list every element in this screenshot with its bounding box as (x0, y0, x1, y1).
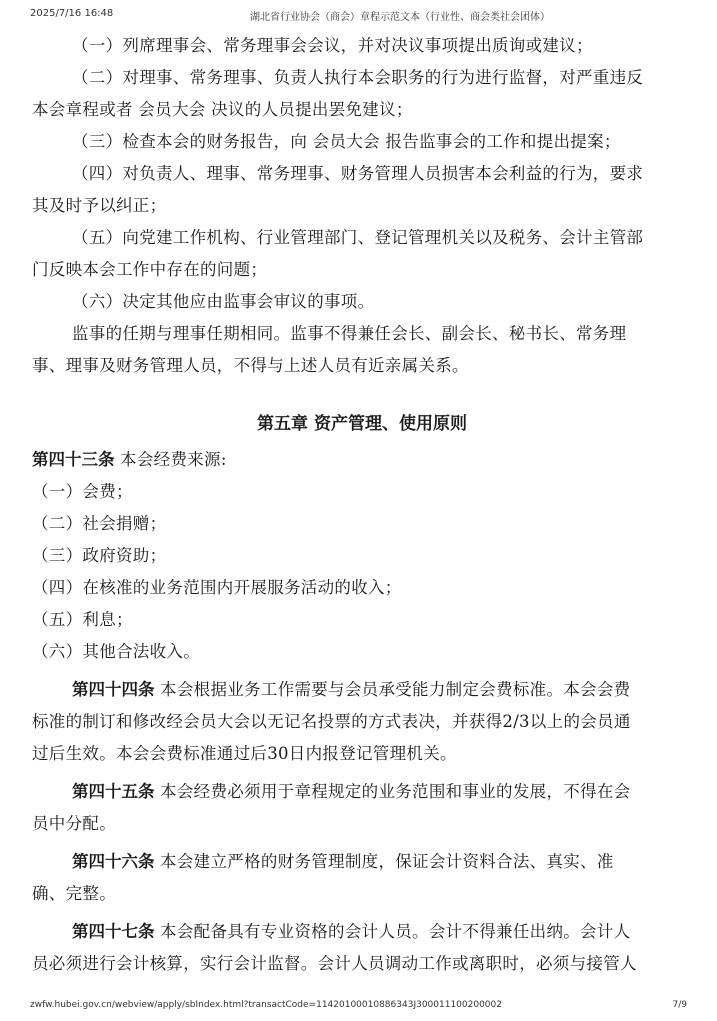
supervisor-term-cont: 事、理事及财务管理人员，不得与上述人员有近亲属关系。 (32, 356, 469, 375)
chapter-heading: 第五章 资产管理、使用原则 (257, 414, 467, 434)
supervisor-duty-6: （六）决定其他应由监事会审议的事项。 (72, 292, 375, 311)
article-45-text: 本会经费必须用于章程规定的业务范围和事业的发展，不得在会 (154, 782, 631, 801)
article-44 (32, 674, 692, 706)
supervisor-duty-2-cont: 本会章程或者 会员大会 决议的人员提出罢免建议； (32, 100, 413, 119)
article-46-cont: 确、完整。 (32, 884, 116, 903)
document-title: 湖北省行业协会（商会）章程示范文本（行业性、商会类社会团体） (250, 12, 550, 23)
article-43 (32, 444, 692, 476)
print-date: 2025/7/16 16:48 (30, 8, 114, 19)
article-43-item-5: （五）利息； (32, 610, 133, 629)
article-47-cont: 员必须进行会计核算，实行会计监督。会计人员调动工作或离职时，必须与接管人 (32, 954, 637, 973)
supervisor-duty-1: （一）列席理事会、常务理事会会议，并对决议事项提出质询或建议； (72, 36, 593, 55)
page-number: 7/9 (672, 1000, 687, 1010)
article-45-label: 第四十五条 (72, 782, 155, 801)
article-43-item-4: （四）在核准的业务范围内开展服务活动的收入； (32, 578, 402, 597)
supervisor-duty-3: （三）检查本会的财务报告，向 会员大会 报告监事会的工作和提出提案； (72, 132, 621, 151)
supervisor-duty-4: （四）对负责人、理事、常务理事、财务管理人员损害本会利益的行为，要求 (72, 164, 644, 183)
article-46-label: 第四十六条 (72, 852, 155, 871)
article-43-item-6: （六）其他合法收入。 (32, 642, 200, 661)
article-44-cont-2: 过后生效。本会会费标准通过后30日内报登记管理机关。 (32, 744, 457, 763)
article-43-item-1: （一）会费； (32, 482, 133, 501)
article-47 (32, 916, 692, 948)
source-url: zwfw.hubei.gov.cn/webview/apply/sbIndex.html?transactCode=11420100010886343J300011100200002 (30, 1000, 502, 1010)
article-46-text: 本会建立严格的财务管理制度，保证会计资料合法、真实、准 (154, 852, 614, 871)
article-45-cont: 员中分配。 (32, 814, 116, 833)
print-footer (0, 1000, 717, 1014)
article-44-text: 本会根据业务工作需要与会员承受能力制定会费标准。本会会费 (154, 680, 631, 699)
supervisor-duty-5-cont: 门反映本会工作中存在的问题； (32, 260, 268, 279)
article-47-text: 本会配备具有专业资格的会计人员。会计不得兼任出纳。会计人 (154, 922, 631, 941)
article-44-label: 第四十四条 (72, 680, 155, 699)
article-43-item-3: （三）政府资助； (32, 546, 167, 565)
print-header (0, 8, 717, 24)
supervisor-duty-5: （五）向党建工作机构、行业管理部门、登记管理机关以及税务、会计主管部 (72, 228, 644, 247)
article-45 (32, 776, 692, 808)
article-43-item-2: （二）社会捐赠； (32, 514, 167, 533)
article-43-text: 本会经费来源: (114, 450, 227, 469)
document-body (32, 30, 692, 980)
article-46 (32, 846, 692, 878)
supervisor-term: 监事的任期与理事任期相同。监事不得兼任会长、副会长、秘书长、常务理 (72, 324, 627, 343)
supervisor-duty-2: （二）对理事、常务理事、负责人执行本会职务的行为进行监督，对严重违反 (72, 68, 644, 87)
article-44-cont-1: 标准的制订和修改经会员大会以无记名投票的方式表决，并获得2/3以上的会员通 (32, 712, 631, 731)
supervisor-duty-4-cont: 其及时予以纠正； (32, 196, 167, 215)
article-43-label: 第四十三条 (32, 450, 115, 469)
article-47-label: 第四十七条 (72, 922, 155, 941)
